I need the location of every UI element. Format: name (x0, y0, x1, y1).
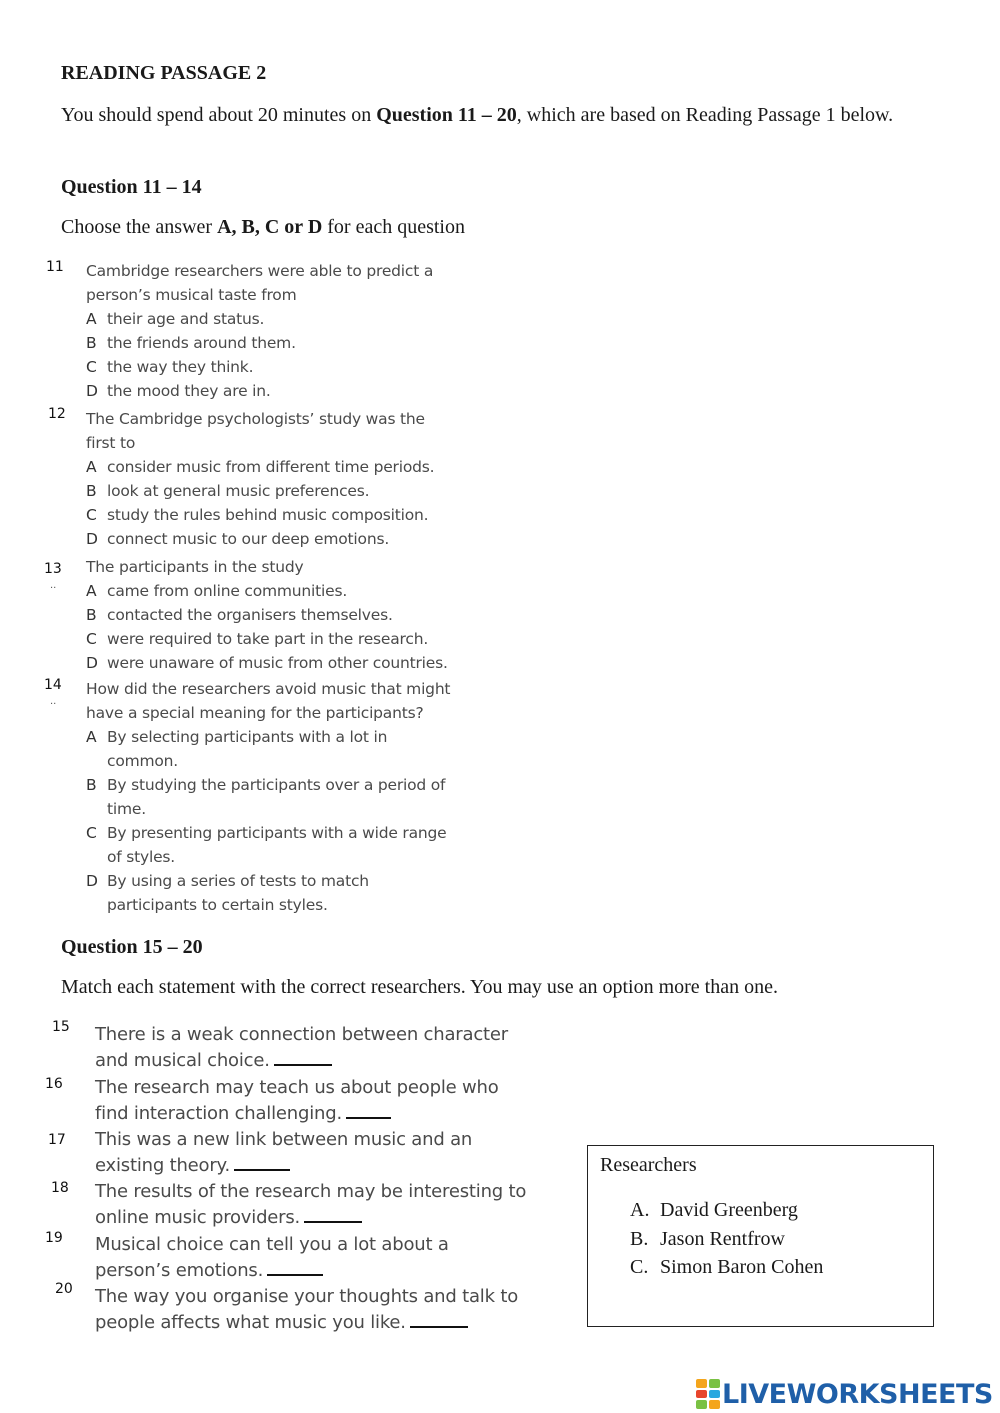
option-letter: D (86, 530, 98, 548)
statement-number: 16 (45, 1076, 63, 1092)
researcher-name: David Greenberg (660, 1199, 798, 1221)
statement-text-line2: and musical choice. (95, 1050, 270, 1071)
passage-title: READING PASSAGE 2 (61, 62, 267, 84)
question-stem: have a special meaning for the participants? (86, 704, 424, 722)
answer-option-c[interactable] (86, 503, 434, 527)
researcher-name: Jason Rentfrow (660, 1228, 785, 1250)
statement-text: This was a new link between music and an (95, 1129, 473, 1150)
option-text: the friends around them. (107, 334, 296, 352)
option-text: consider music from different time periods. (107, 458, 435, 476)
question-number: 12 (48, 406, 66, 422)
statement-text-line2: find interaction challenging. (95, 1103, 342, 1124)
option-text: were required to take part in the research. (107, 630, 429, 648)
logo-text: LIVEWORKSHEETS (722, 1378, 993, 1410)
statement-text: Musical choice can tell you a lot about a (95, 1234, 449, 1255)
instruction-post: for each question (322, 216, 465, 238)
statement-text (95, 1048, 508, 1074)
question-stem: The participants in the study (86, 558, 304, 576)
section2-heading: Question 15 – 20 (61, 936, 203, 958)
answer-blank[interactable] (274, 1050, 332, 1066)
statement-18 (95, 1179, 526, 1231)
question-stem: How did the researchers avoid music that might (86, 680, 451, 698)
answer-option-b[interactable] (86, 479, 434, 503)
option-text: look at general music preferences. (107, 482, 370, 500)
statement-text-line2: existing theory. (95, 1155, 230, 1176)
statement-text: There is a weak connection between character (95, 1024, 508, 1045)
answer-blank[interactable] (346, 1103, 391, 1119)
option-text-continued: time. (107, 800, 146, 818)
option-text: study the rules behind music composition. (107, 506, 429, 524)
option-text: By presenting participants with a wide range (107, 824, 447, 842)
instruction-pre: Choose the answer (61, 216, 218, 238)
liveworksheets-logo (696, 1377, 993, 1411)
statement-text (95, 1205, 526, 1231)
option-text: contacted the organisers themselves. (107, 606, 393, 624)
question-number: 11 (46, 259, 64, 275)
intro-text-pre: You should spend about 20 minutes on (61, 104, 377, 126)
answer-option-a[interactable] (86, 725, 450, 749)
statement-number: 19 (45, 1230, 63, 1246)
option-letter: A (86, 582, 97, 600)
answer-blank[interactable] (304, 1207, 362, 1223)
answer-option-a[interactable] (86, 455, 434, 479)
answer-option-a[interactable] (86, 579, 448, 603)
intro-text-post: , which are based on Reading Passage 1 below. (516, 104, 894, 126)
intro-text-bold: Question 11 – 20 (376, 104, 517, 126)
statement-text-line2: online music providers. (95, 1207, 301, 1228)
option-letter: A (86, 310, 97, 328)
liveworksheets-logo-icon (696, 1379, 720, 1409)
statement-number: 20 (55, 1281, 73, 1297)
section2-instruction: Match each statement with the correct researchers. You may use an option more than one. (61, 976, 778, 998)
answer-option-c[interactable] (86, 355, 433, 379)
researcher-letter: B. (630, 1228, 649, 1250)
answer-option-d[interactable] (86, 527, 434, 551)
answer-option-d[interactable] (86, 869, 450, 893)
researcher-name: Simon Baron Cohen (660, 1256, 824, 1278)
statement-number: 18 (51, 1180, 69, 1196)
statement-text-line2: person’s emotions. (95, 1260, 264, 1281)
option-letter: C (86, 506, 97, 524)
answer-blank[interactable] (234, 1155, 290, 1171)
answer-blank[interactable] (267, 1260, 323, 1276)
section1-instruction (61, 216, 465, 239)
answer-option-b[interactable] (86, 773, 450, 797)
question-stem: person’s musical taste from (86, 286, 297, 304)
question-13 (86, 555, 448, 675)
option-letter: A (86, 728, 97, 746)
answer-option-c[interactable] (86, 627, 448, 651)
option-text: connect music to our deep emotions. (107, 530, 390, 548)
option-text-continued: participants to certain styles. (107, 896, 328, 914)
researcher-letter: A. (630, 1199, 650, 1221)
question-12 (86, 407, 434, 551)
option-letter: B (86, 776, 97, 794)
statement-text (95, 1310, 518, 1336)
option-letter: D (86, 872, 98, 890)
statement-text-line2: people affects what music you like. (95, 1312, 406, 1333)
question-marker: .. (50, 580, 57, 591)
question-number: 13 (44, 561, 62, 577)
option-letter: C (86, 630, 97, 648)
statement-15 (95, 1022, 508, 1074)
question-stem: Cambridge researchers were able to predict a (86, 262, 434, 280)
answer-option-d[interactable] (86, 379, 433, 403)
option-letter: C (86, 824, 97, 842)
statement-number: 15 (52, 1019, 70, 1035)
question-stem: first to (86, 434, 136, 452)
option-text: their age and status. (107, 310, 265, 328)
question-14 (86, 677, 450, 917)
statement-20 (95, 1284, 518, 1336)
statement-text: The research may teach us about people who (95, 1077, 499, 1098)
option-text: came from online communities. (107, 582, 348, 600)
option-letter: B (86, 334, 97, 352)
option-letter: B (86, 606, 97, 624)
statement-text: The results of the research may be interesting to (95, 1181, 527, 1202)
statement-text (95, 1153, 472, 1179)
option-letter: D (86, 382, 98, 400)
option-text: the mood they are in. (107, 382, 271, 400)
question-marker: .. (50, 696, 57, 707)
answer-blank[interactable] (410, 1312, 468, 1328)
option-letter: B (86, 482, 97, 500)
researcher-option-a (630, 1199, 798, 1222)
statement-text (95, 1258, 449, 1284)
option-letter: D (86, 654, 98, 672)
answer-option-b[interactable] (86, 331, 433, 355)
answer-option-d[interactable] (86, 651, 448, 675)
section1-heading: Question 11 – 14 (61, 176, 202, 198)
answer-option-c[interactable] (86, 821, 450, 845)
option-text-continued: common. (107, 752, 179, 770)
question-number: 14 (44, 677, 62, 693)
option-text: the way they think. (107, 358, 254, 376)
statement-text (95, 1101, 499, 1127)
researcher-letter: C. (630, 1256, 649, 1278)
statement-number: 17 (48, 1132, 66, 1148)
option-text: were unaware of music from other countries. (107, 654, 448, 672)
question-stem: The Cambridge psychologists’ study was the (86, 410, 425, 428)
researchers-box-title: Researchers (600, 1154, 697, 1176)
instruction-bold: A, B, C or D (217, 216, 323, 238)
option-text: By using a series of tests to match (107, 872, 369, 890)
answer-option-a[interactable] (86, 307, 433, 331)
option-letter: C (86, 358, 97, 376)
statement-16 (95, 1075, 499, 1127)
researcher-option-b (630, 1228, 785, 1251)
intro-paragraph (61, 100, 941, 131)
statement-17 (95, 1127, 472, 1179)
researcher-option-c (630, 1256, 823, 1279)
statement-text: The way you organise your thoughts and talk to (95, 1286, 519, 1307)
option-text-continued: of styles. (107, 848, 176, 866)
answer-option-b[interactable] (86, 603, 448, 627)
option-text: By studying the participants over a period of (107, 776, 446, 794)
question-11 (86, 259, 433, 403)
option-text: By selecting participants with a lot in (107, 728, 388, 746)
option-letter: A (86, 458, 97, 476)
statement-19 (95, 1232, 449, 1284)
